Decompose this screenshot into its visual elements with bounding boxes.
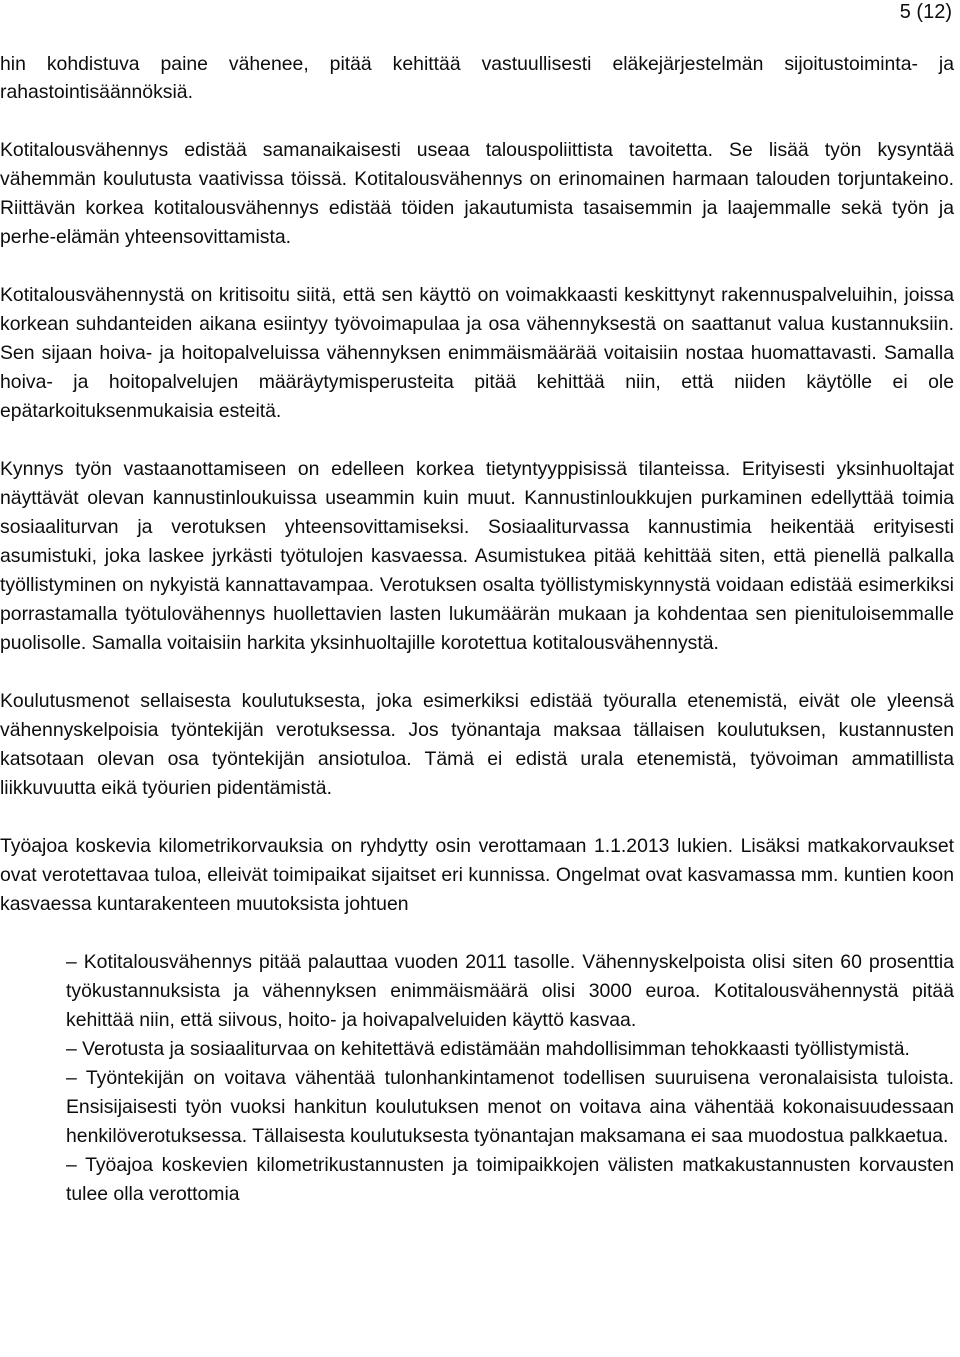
proposal-list xyxy=(0,948,954,1209)
list-item: – Kotitalousvähennys pitää palauttaa vuoden 2011 tasolle. Vähennyskelpoista olisi siten 60 prosenttia työkustannuksista ja vähennyksen enimmäismäärä olisi 3000 euroa. Kotitalousvähennystä pitää kehittää niin, että siivous, hoito- ja hoivapalveluiden käyttö kasvaa. xyxy=(66,951,954,1031)
paragraph-mileage-allowances: Työajoa koskevia kilometrikorvauksia on ryhdytty osin verottamaan 1.1.2013 lukien. Lisäksi matkakorvaukset ovat verotettavaa tuloa, elleivät toimipaikat sijaitset eri kunnissa. Ongelmat ovat kasvamassa mm. kuntien koon kasvaessa kuntarakenteen muutoksista johtuen xyxy=(0,835,954,915)
list-item: – Työntekijän on voitava vähentää tulonhankintamenot todellisen suuruisena veronalaisista tuloista. Ensisijaisesti työn vuoksi hankitun koulutuksen menot on voitava aina vähentää kokonaisuudessaan henkilöverotuksessa. Tällaisesta koulutuksesta työnantajan maksamana ei saa muodostua palkkaetua. xyxy=(66,1067,954,1147)
list-item: – Verotusta ja sosiaaliturvaa on kehitettävä edistämään mahdollisimman tehokkaasti työllistymistä. xyxy=(66,1038,910,1060)
paragraph-incentive-traps: Kynnys työn vastaanottamiseen on edelleen korkea tietyntyyppisissä tilanteissa. Erityisesti yksinhuoltajat näyttävät olevan kannustinloukuissa useammin kuin muut. Kannustinloukkujen purkaminen edellyttää toimia sosiaaliturvan ja verotuksen yhteensovittamiseksi. Sosiaaliturvassa kannustimia heikentää erityisesti asumistuki, joka laskee jyrkästi työtulojen kasvaessa. Asumistukea pitää kehittää siten, että pienellä palkalla työllistyminen on nykyistä kannattavampaa. Verotuksen osalta työllistymiskynnystä voidaan edistää esimerkiksi porrastamalla työtulovähennys huollettavien lasten lukumäärän mukaan ja kohdentaa sen pienituloisemmalle puolisolle. Samalla voitaisiin harkita yksinhuoltajille korotettua kotitalousvähennystä. xyxy=(0,458,954,654)
paragraph-training-costs: Koulutusmenot sellaisesta koulutuksesta, joka esimerkiksi edistää työuralla etenemistä, eivät ole yleensä vähennyskelpoisia työntekijän verotuksessa. Jos työnantaja maksaa tällaisen koulutuksen, kustannusten katsotaan olevan osa työntekijän ansiotuloa. Tämä ei edistä urala etenemistä, työvoiman ammatillista liikkuvuutta eikä työurien pidentämistä. xyxy=(0,690,954,799)
page-number: 5 (12) xyxy=(899,1,952,23)
paragraph-household-deduction-goals: Kotitalousvähennys edistää samanaikaisesti useaa talouspoliittista tavoitetta. Se lisää työn kysyntää vähemmän koulutusta vaativissa töissä. Kotitalousvähennys on erinomainen harmaan talouden torjuntakeino. Riittävän korkea kotitalousvähennys edistää töiden jakautumista tasaisemmin ja laajemmalle sekä työn ja perhe-elämän yhteensovittamista. xyxy=(0,139,954,248)
paragraph-household-deduction-criticism: Kotitalousvähennystä on kritisoitu siitä, että sen käyttö on voimakkaasti keskittynyt rakennuspalveluihin, joissa korkean suhdanteiden aikana esiintyy työvoimapulaa ja osa vähennyksestä on saattanut valua kustannuksiin. Sen sijaan hoiva- ja hoitopalveluissa vähennyksen enimmäismäärää voitaisiin nostaa huomattavasti. Samalla hoiva- ja hoitopalvelujen määräytymisperusteita pitää kehittää niin, että niiden käytölle ei ole epätarkoituksenmukaisia esteitä. xyxy=(0,284,954,422)
paragraph-pension-investment: hin kohdistuva paine vähenee, pitää kehittää vastuullisesti eläkejärjestelmän sijoitustoiminta- ja rahastointisäännöksiä. xyxy=(0,53,954,103)
document-body xyxy=(0,50,954,1209)
list-item: – Työajoa koskevien kilometrikustannusten ja toimipaikkojen välisten matkakustannusten korvausten tulee olla verottomia xyxy=(66,1154,954,1205)
